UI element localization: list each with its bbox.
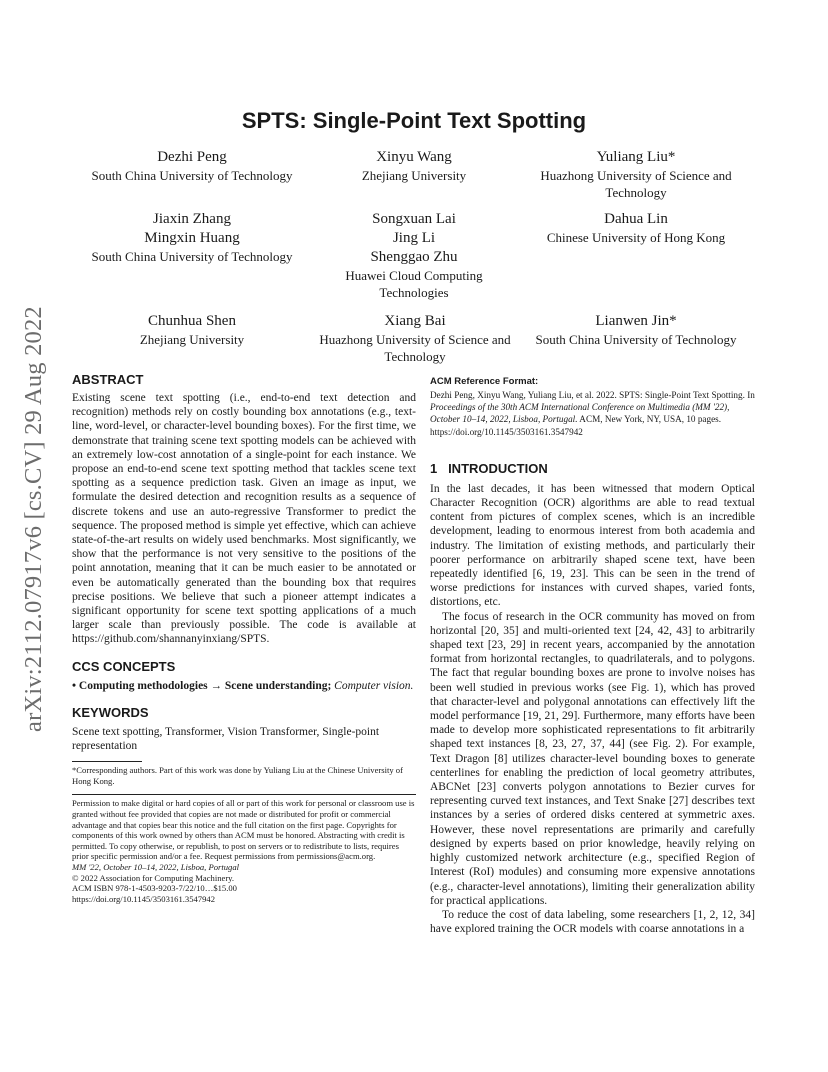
author-block <box>72 312 312 348</box>
author-block <box>530 210 742 246</box>
keywords-heading: KEYWORDS <box>72 704 149 720</box>
ccs-bullet: • Computing methodologies → Scene understanding; <box>72 679 332 692</box>
author-block <box>320 210 508 301</box>
author-name: Xiang Bai <box>384 313 446 329</box>
arxiv-identifier: arXiv:2112.07917v6 [cs.CV] 29 Aug 2022 <box>20 306 47 732</box>
ccs-text <box>72 679 416 693</box>
conference-line <box>72 862 416 873</box>
abstract-text: Existing scene text spotting (i.e., end-to-end text detection and recognition) methods rely on costly bounding box annotations (e.g., text-line, word-level, or character-level bounding boxes). For the first time, we demonstrate that training scene text spotting models can be achieved with an extremely low-cost annotation of a single-point for each instance. We propose an end-to-end scene text spotting method that tackles scene text spotting as a sequence prediction task. Given an image as input, we formulate the desired detection and recognition results as a sequence of discrete tokens and use an auto-regressive Transformer to predict the sequence. The proposed method is simple yet effective, which can achieve state-of-the-art results on widely used benchmarks. Most significantly, we show that the performance is not very sensitive to the positions of the point annotation, meaning that it can be much easier to be annotated or even be automatically generated than the bounding box that requires precise positions. We believe that such a pioneer attempt indicates a significant opportunity for scene text spotting applications of a much larger scale than previously possible. The code is available at https://github.com/shannanyinxiang/SPTS. <box>72 392 416 646</box>
left-column <box>72 372 416 904</box>
right-column <box>430 376 755 936</box>
acm-ref-heading: ACM Reference Format: <box>430 376 539 387</box>
author-name: Xinyu Wang <box>376 149 452 165</box>
acm-ref-publisher: ACM, New York, NY, USA, 10 pages. https://doi.org/10.1145/3503161.3547942 <box>430 414 722 437</box>
author-name: Chunhua Shen <box>148 313 236 329</box>
author-affiliation: Huazhong University of Science and Technology <box>540 168 732 200</box>
intro-paragraph-3: To reduce the cost of data labeling, some researchers [1, 2, 12, 34] have explored training the OCR models with coarse annotations in a <box>430 908 755 936</box>
author-block <box>72 148 312 184</box>
author-affiliation: Huawei Cloud Computing Technologies <box>345 268 483 300</box>
author-block <box>530 312 742 348</box>
isbn-line: ACM ISBN 978-1-4503-9203-7/22/10…$15.00 <box>72 883 237 894</box>
author-block <box>320 148 508 184</box>
author-name: Dezhi Peng <box>157 149 227 165</box>
permission-rule <box>72 794 416 795</box>
author-name: Mingxin Huang <box>144 230 240 246</box>
corresponding-footnote: *Corresponding authors. Part of this work was done by Yuliang Liu at the Chinese University of Hong Kong. <box>72 765 403 786</box>
author-affiliation: Zhejiang University <box>361 168 467 183</box>
intro-paragraph-1: In the last decades, it has been witnessed that modern Optical Character Recognition (OCR) algorithms are able to read textual content from pictures of complex scenes, which is an incredible development, leading to enormous interest from both academia and industry. The limitation of existing methods, and particularly their poorer performance on arbitrarily shaped scene text, have been repeatedly identified [6, 19, 23]. This can be seen in the trend of worse predictions for instances with curved shapes, varied fonts, distortions, etc. <box>430 482 755 609</box>
author-affiliation: Huazhong University of Science and Technology <box>319 332 511 364</box>
author-name: Songxuan Lai <box>372 211 456 227</box>
abstract-heading: ABSTRACT <box>72 372 144 387</box>
acm-ref-text <box>430 389 755 438</box>
author-affiliation: South China University of Technology <box>91 168 293 183</box>
keywords-text: Scene text spotting, Transformer, Vision Transformer, Single-point representation <box>72 725 380 753</box>
acm-ref-venue: Proceedings of the 30th ACM International Conference on Multimedia (MM '22), October 10–14, 2022, Lisboa, Portugal. <box>430 402 730 425</box>
author-affiliation: Chinese University of Hong Kong <box>546 230 726 245</box>
doi-line: https://doi.org/10.1145/3503161.3547942 <box>72 893 215 904</box>
author-name: Jing Li <box>392 230 436 246</box>
paper-title: SPTS: Single-Point Text Spotting <box>241 108 587 133</box>
ccs-rest: Computer vision. <box>334 679 414 692</box>
intro-paragraph-2: The focus of research in the OCR community has moved on from horizontal [20, 35] and multi-oriented text [24, 42, 43] to arbitrarily shaped text [23, 29] in recent years, accompanied by the annotation format from horizontal rectangles, to quadrilaterals, and to polygons. The fact that regular bounding boxes are prone to involve noises has been well studied in previous works (see Fig. 1), which has proved that character-level and polygonal annotations can effectively lift the model performance [19, 21, 29]. Furthermore, many efforts have been made to develop more sophisticated representations to fit arbitrarily shaped text instances [8, 23, 27, 37, 44] (see Fig. 2). For example, Text Dragon [8] utilizes character-level bounding boxes to generate centerlines for enabling the prediction of local geometry attributes, ABCNet [23] converts polygon annotations to Bezier curves for representing curved text instances, and Text Snake [27] describes text instances by a series of ordered disks centered at symmetric axes. However, these novel representations are primarily and carefully designed by experts based on prior knowledge, heavily relying on highly customized network architecture (e.g., specified Region of Interest (RoI) modules) and consuming more expensive annotations (e.g., character-level annotations), limiting their generalization ability for practical applications. <box>430 610 755 907</box>
conference-info: MM '22, October 10–14, 2022, Lisboa, Portugal <box>72 862 240 873</box>
author-affiliation: South China University of Technology <box>91 249 293 264</box>
intro-heading: 1 INTRODUCTION <box>430 460 548 476</box>
author-name: Jiaxin Zhang <box>153 211 231 227</box>
author-name: Shenggao Zhu <box>370 249 458 265</box>
acm-ref-authors: Dezhi Peng, Xinyu Wang, Yuliang Liu, et al. 2022. SPTS: Single-Point Text Spotting. In <box>430 390 755 400</box>
footnote-rule <box>72 761 142 762</box>
author-name: Yuliang Liu* <box>596 149 676 165</box>
author-name: Dahua Lin <box>604 211 668 227</box>
author-affiliation: South China University of Technology <box>535 332 737 347</box>
copyright-line: © 2022 Association for Computing Machinery. <box>72 872 235 883</box>
permission-text: Permission to make digital or hard copies of all or part of this work for personal or classroom use is granted without fee provided that copies are not made or distributed for profit or commercial advantage and that copies bear this notice and the full citation on the first page. Copyrights for components of this work owned by others than ACM must be honored. Abstracting with credit is permitted. To copy otherwise, or republish, to post on servers or to redistribute to lists, requires prior specific permission and/or a fee. Request permissions from permissions@acm.org. <box>72 798 415 862</box>
ccs-heading: CCS CONCEPTS <box>72 658 176 674</box>
author-block <box>310 312 520 365</box>
author-block <box>72 210 312 265</box>
author-name: Lianwen Jin* <box>595 313 677 329</box>
author-affiliation: Zhejiang University <box>139 332 245 347</box>
author-block <box>530 148 742 201</box>
